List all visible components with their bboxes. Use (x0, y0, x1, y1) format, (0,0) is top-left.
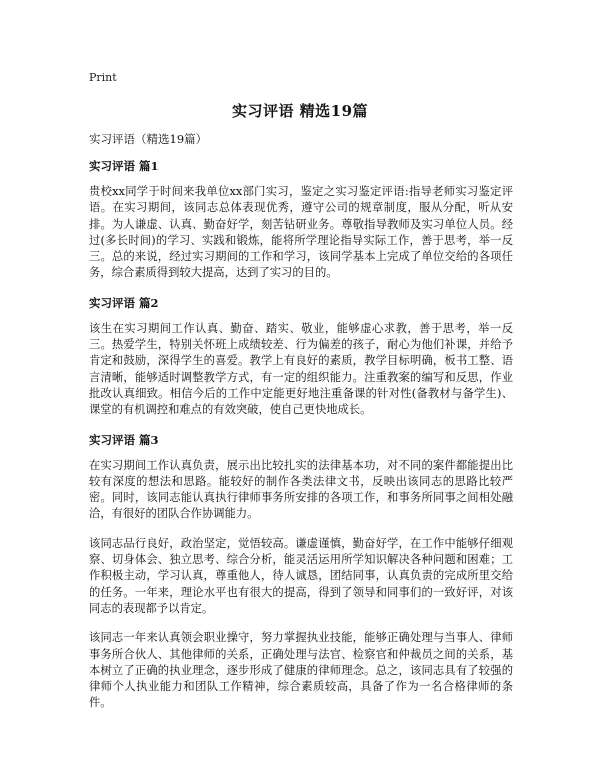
section-heading: 实习评语 篇1 (89, 159, 159, 173)
paragraph: 该同志一年来认真领会职业操守，努力掌握执业技能，能够正确处理与当事人、律师事务所合伙人、其他律师的关系，正确处理与法官、检察官和仲裁员之间的关系，基本树立了正确的执业理念，逐步形成了健康的律师理念。总之，该同志具有了较强的律师个人执业能力和团队工作精神，综合素质较高，具备了作为一名合格律师的条件。 (89, 631, 513, 710)
document-title: 实习评语 精选19篇 (231, 102, 369, 120)
print-label: Print (89, 71, 117, 84)
paragraph: 贵校xx同学于时间来我单位xx部门实习，鉴定之实习鉴定评语:指导老师实习鉴定评语。在实习期间，该同志总体表现优秀，遵守公司的规章制度，服从分配，听从安排。为人谦虚、认真、勤奋好学，刻苦钻研业务。尊敬指导教师及实习单位人员。经过(多长时间)的学习、实践和锻炼，能将所学理论指导实际工作，善于思考，举一反三。总的来说，经过实习期间的工作和学习，该同学基本上完成了单位交给的各项任务，综合素质得到较大提高，达到了实习的目的。 (89, 185, 513, 280)
document-body (89, 158, 513, 725)
paragraph: 在实习期间工作认真负责，展示出比较扎实的法律基本功，对不同的案件都能提出比较有深度的想法和思路。能较好的制作各类法律文书，反映出该同志的思路比较严密。同时，该同志能认真执行律师事务所安排的各项工作，和事务所同事之间相处融洽，有很好的团队合作协调能力。 (89, 458, 513, 521)
section-heading: 实习评语 篇3 (89, 432, 159, 447)
section-2 (89, 295, 513, 419)
section-1 (89, 158, 513, 282)
section-3 (89, 432, 513, 712)
section-heading: 实习评语 篇2 (89, 295, 159, 310)
paragraph: 该同志品行良好，政治坚定，觉悟较高。谦虚谨慎，勤奋好学，在工作中能够仔细观察、切身体会、独立思考、综合分析，能灵活运用所学知识解决各种问题和困难；工作积极主动，学习认真，尊重他人，待人诚恳，团结同事，认真负责的完成所里交给的任务。一年来，理论水平也有很大的提高，得到了领导和同事们的一致好评，对该同志的表现都予以肯定。 (89, 536, 513, 615)
paragraph: 该生在实习期间工作认真、勤奋、踏实、敬业，能够虚心求教，善于思考，举一反三。热爱学生，特别关怀班上成绩较差、行为偏差的孩子，耐心为他们补课，并给予肯定和鼓励，深得学生的喜爱。教学上有良好的素质，教学目标明确，板书工整、语言清晰，能够适时调整教学方式，有一定的组织能力。注重教案的编写和反思，作业批改认真细致。相信今后的工作中定能更好地注重备课的针对性(备教材与备学生)、课堂的有机调控和难点的有效突破，使自己更快地成长。 (89, 321, 513, 417)
document-subtitle: 实习评语（精选19篇） (89, 132, 208, 146)
